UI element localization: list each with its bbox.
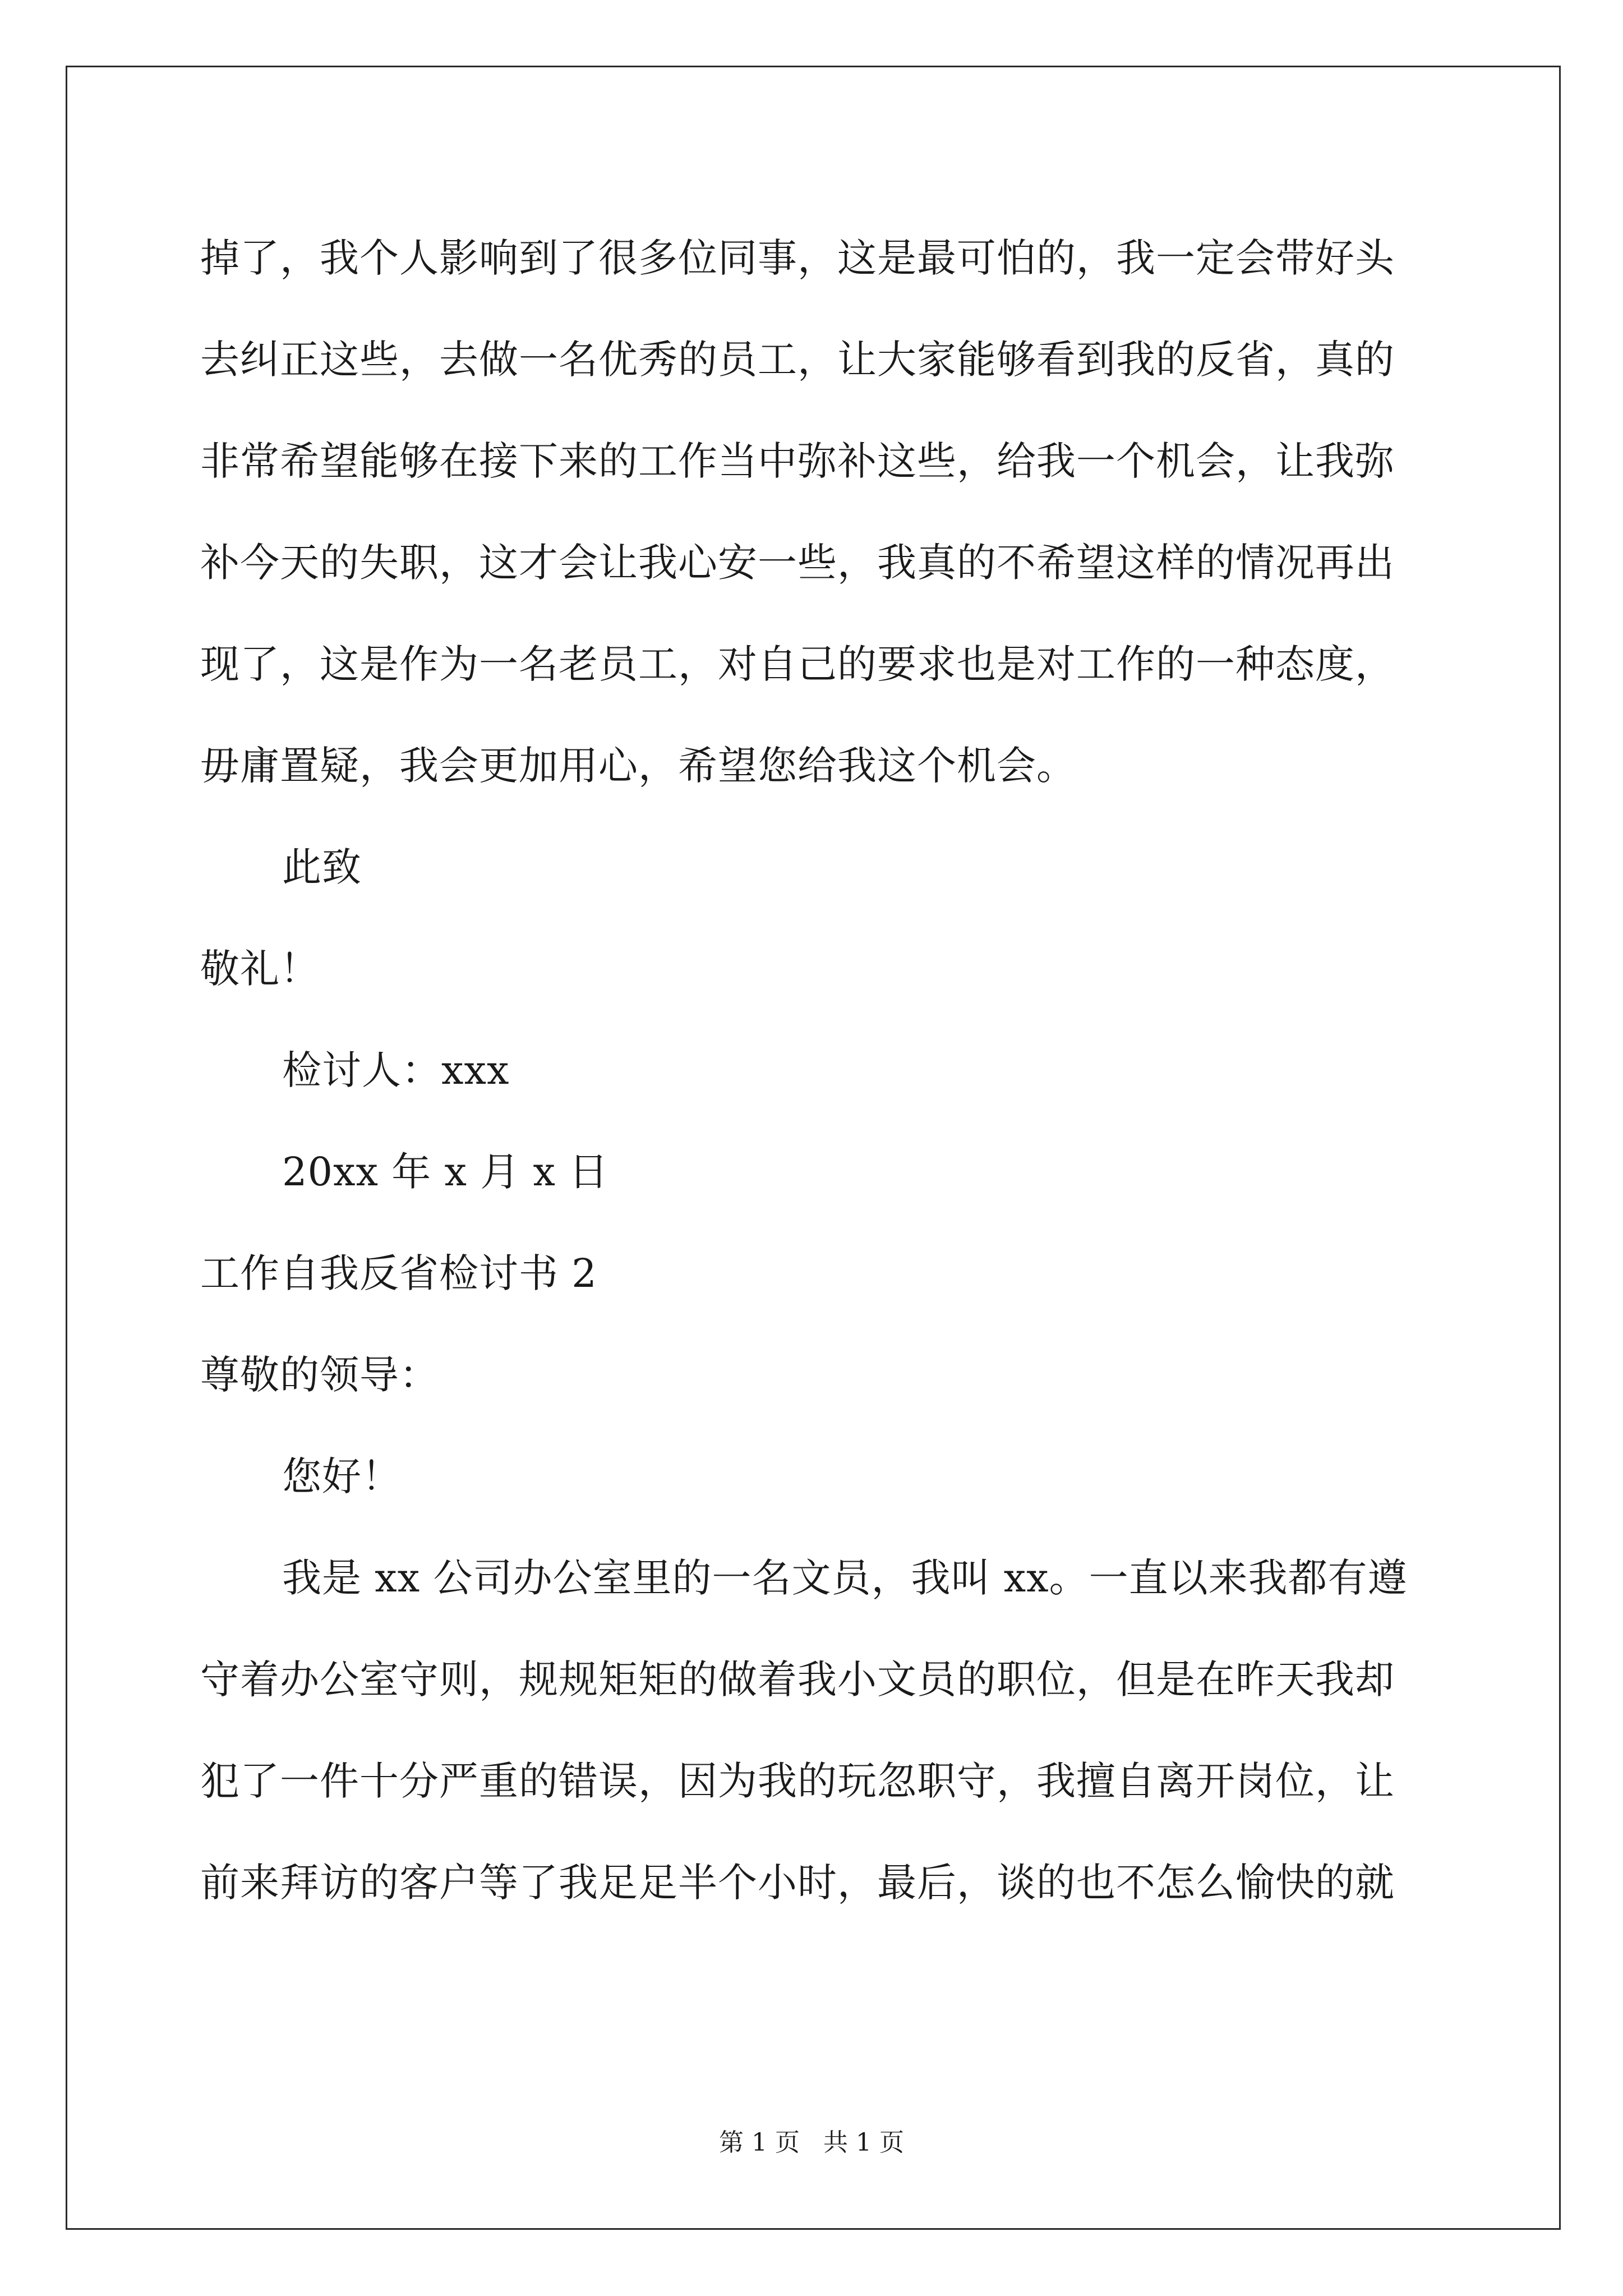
greeting: 尊敬的领导： bbox=[200, 1352, 439, 1398]
page-number-footer: 第 1 页 共 1 页 bbox=[719, 2128, 904, 2157]
text-line: 补今天的失职，这才会让我心安一些，我真的不希望这样的情况再出 bbox=[200, 540, 1395, 586]
greeting-hello: 您好！ bbox=[282, 1453, 402, 1499]
closing-regards: 敬礼！ bbox=[200, 946, 320, 992]
text-line: 现了，这是作为一名老员工，对自己的要求也是对工作的一种态度， bbox=[200, 641, 1395, 687]
closing-salutation: 此致 bbox=[282, 844, 362, 890]
text-line: 毋庸置疑，我会更加用心，希望您给我这个机会。 bbox=[200, 743, 1076, 789]
text-line: 犯了一件十分严重的错误，因为我的玩忽职守，我擅自离开岗位，让 bbox=[200, 1758, 1395, 1804]
signature-line: 检讨人：xxx bbox=[282, 1047, 510, 1093]
section-title: 工作自我反省检讨书 2 bbox=[200, 1250, 597, 1296]
text-line: 非常希望能够在接下来的工作当中弥补这些，给我一个机会，让我弥 bbox=[200, 438, 1395, 484]
text-line: 去纠正这些，去做一名优秀的员工，让大家能够看到我的反省，真的 bbox=[200, 337, 1395, 383]
text-line: 守着办公室守则，规规矩矩的做着我小文员的职位，但是在昨天我却 bbox=[200, 1657, 1395, 1703]
text-line: 我是 xx 公司办公室里的一名文员，我叫 xx。一直以来我都有遵 bbox=[282, 1555, 1408, 1601]
text-line: 掉了，我个人影响到了很多位同事，这是最可怕的，我一定会带好头 bbox=[200, 235, 1395, 281]
document-body bbox=[200, 208, 1434, 1934]
text-line: 前来拜访的客户等了我足足半个小时，最后，谈的也不怎么愉快的就 bbox=[200, 1860, 1395, 1906]
date-line: 20xx 年 x 月 x 日 bbox=[282, 1149, 609, 1195]
